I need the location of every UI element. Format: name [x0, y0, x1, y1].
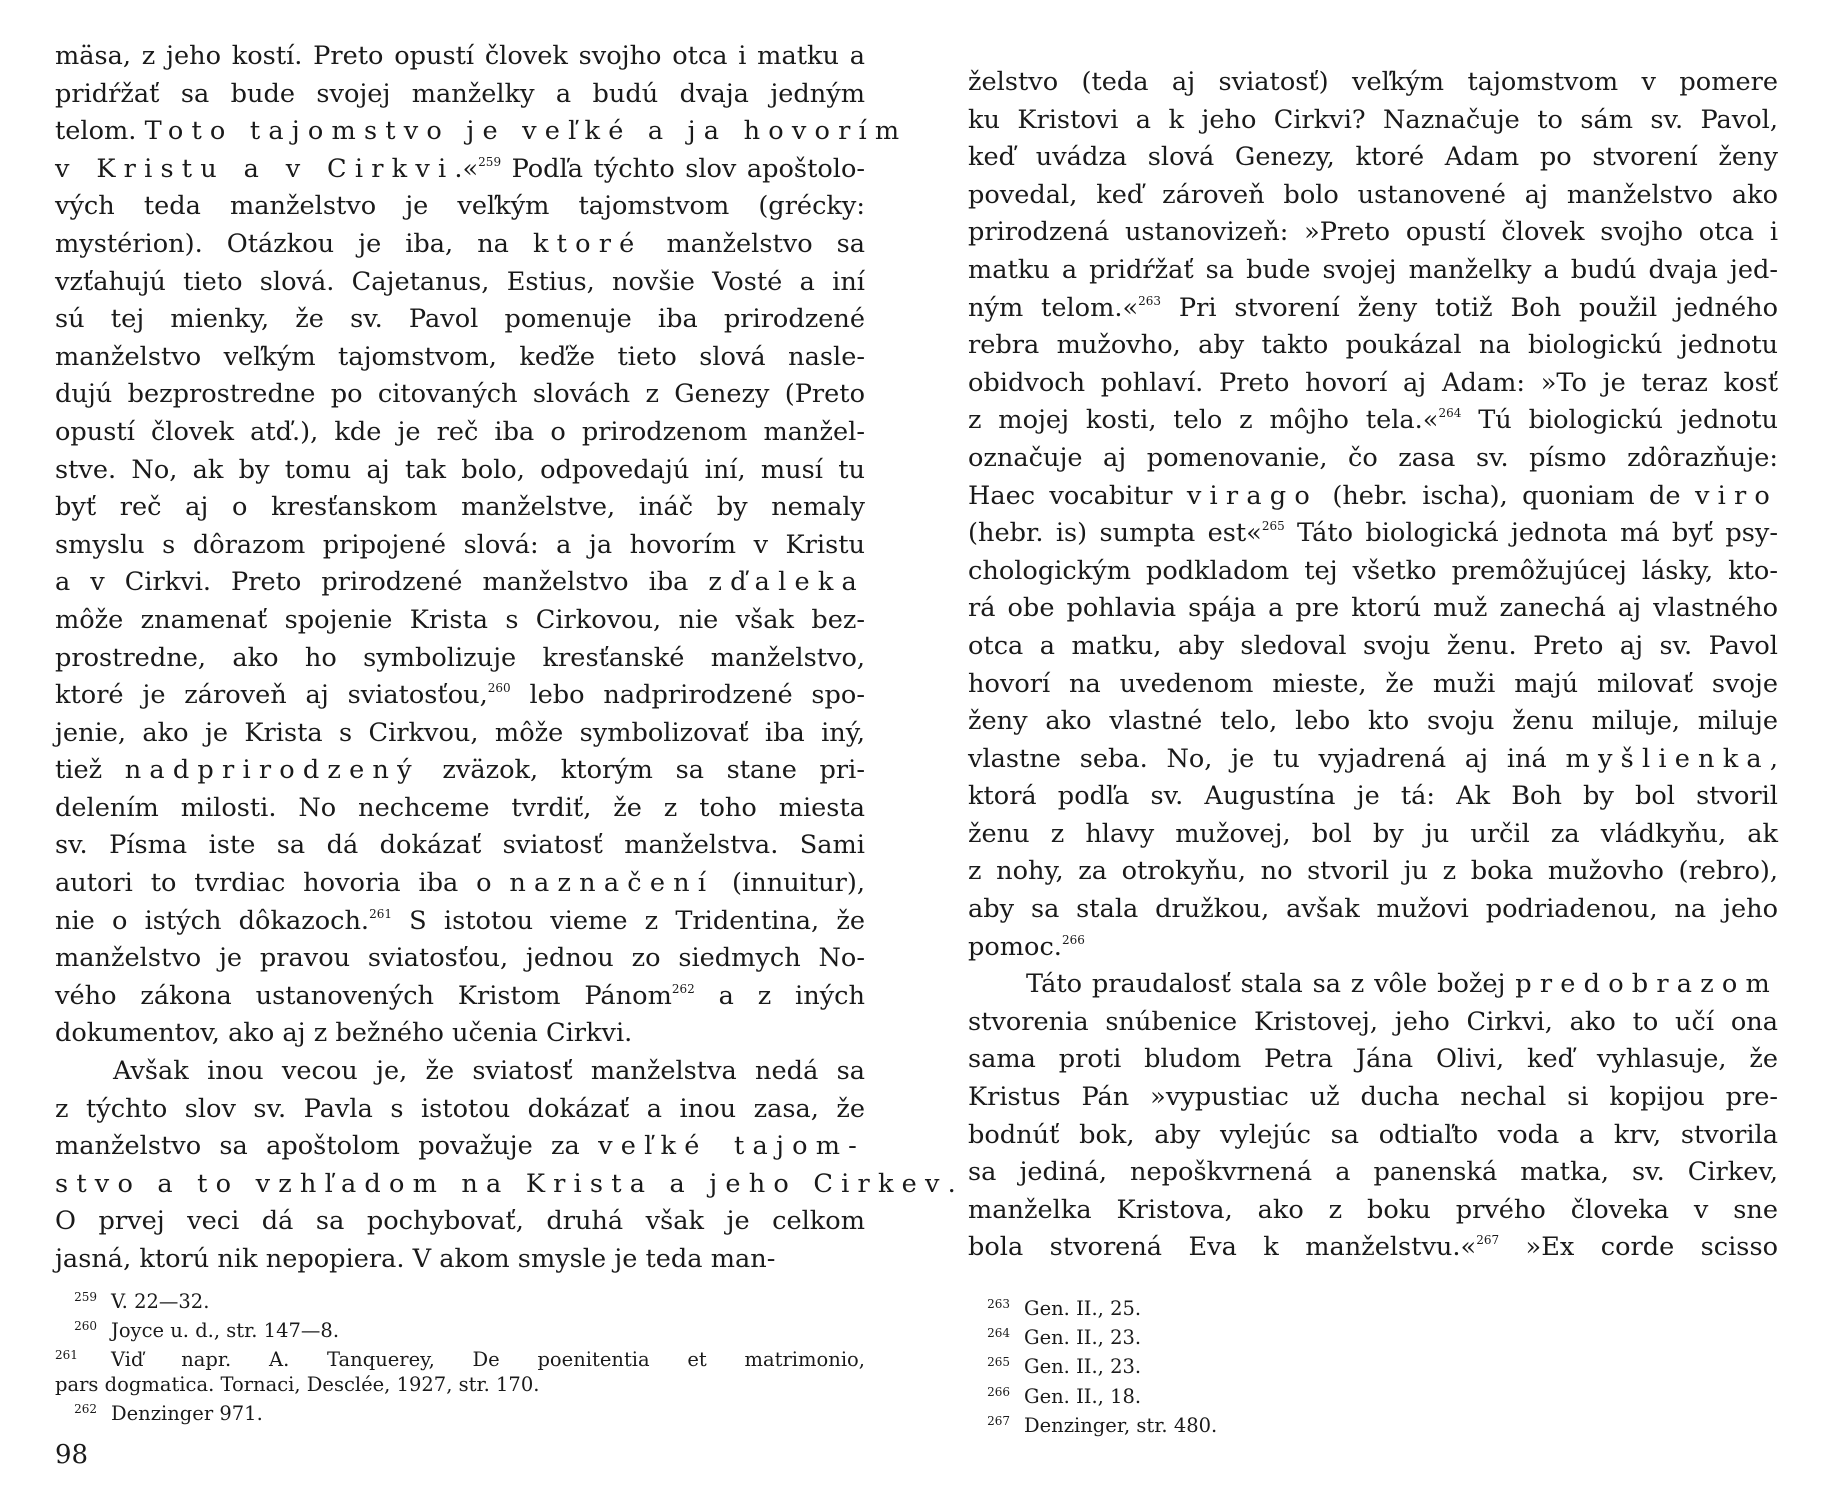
- emphasized-text: predobrazom: [1515, 969, 1778, 1000]
- text-line: manželka Kristova, ako z boku prvého človeka v sne: [968, 1194, 1778, 1225]
- footnote-reference: 267: [1476, 1233, 1500, 1248]
- emphasized-text: myšlienka: [1565, 743, 1770, 774]
- text-line: prirodzená ustanovizeň: »Preto opustí človek svojho otca i: [968, 217, 1778, 248]
- footnote-reference: 259: [478, 154, 502, 169]
- text-line: z nohy, za otrokyňu, no stvoril ju z boka mužovho (rebro),: [968, 856, 1778, 887]
- emphasized-text: naznačení: [509, 868, 715, 899]
- footnote: [968, 1380, 1778, 1409]
- footnote: [968, 1409, 1778, 1438]
- text-line: dujú bezprostredne po citovaných slovách z Genezy (Preto: [55, 379, 865, 410]
- text-line: želstvo (teda aj sviatosť) veľkým tajomstvom v pomere: [968, 67, 1778, 97]
- footnote-number: 264: [987, 1326, 1010, 1341]
- footnote-reference: 264: [1438, 406, 1462, 421]
- text-line: sú tej mienky, že sv. Pavol pomenuje iba prirodzené: [55, 304, 865, 335]
- text-line: telom. Toto tajomstvo je veľké a ja hovorím: [55, 116, 908, 147]
- text-line: bodnúť bok, aby vylejúc sa odtiaľto voda a krv, stvorila: [968, 1119, 1778, 1150]
- text-line: stve. No, ak by tomu aj tak bolo, odpovedajú iní, musí tu: [55, 454, 865, 485]
- footnote-number: 262: [74, 1401, 97, 1416]
- left-page-body-text: [55, 38, 956, 1279]
- footnote-reference: 265: [1261, 519, 1285, 534]
- text-line: mystérion). Otázkou je iba, na ktoré manželstvo sa: [55, 228, 865, 259]
- text-line: Kristus Pán »vypustiac už ducha nechal si kopijou pre-: [968, 1082, 1778, 1113]
- footnote-text: Gen. II., 18.: [1024, 1384, 1142, 1408]
- text-line: pomoc.$^{266}$: [968, 931, 1085, 962]
- text-line: ným telom.«$^{263}$ Pri stvorení ženy totiž Boh použil jedného: [968, 292, 1779, 323]
- footnote: [968, 1321, 1778, 1350]
- emphasized-text: Toto tajomstvo je veľké a ja hovorím: [144, 116, 908, 147]
- text-line: matku a pridŕžať sa bude svojej manželky a budú dvaja jed-: [968, 254, 1778, 285]
- text-line: opustí človek atď.), kde je reč iba o prirodzenom manžel-: [55, 416, 865, 447]
- text-line: v Kristu a v Cirkvi.«$^{259}$ Podľa týchto slov apoštolo-: [55, 153, 866, 184]
- text-line: Avšak inou vecou je, že sviatosť manželstva nedá sa: [113, 1056, 865, 1087]
- emphasized-text: zďaleka: [708, 567, 865, 598]
- text-line: bola stvorená Eva k manželstvu.«$^{267}$ »Ex corde scisso: [968, 1232, 1778, 1263]
- footnote-text: Joyce u. d., str. 147—8.: [111, 1319, 340, 1343]
- emphasized-text: v Kristu a v Cirkvi: [55, 153, 455, 184]
- text-line: vých teda manželstvo je veľkým tajomstvom (grécky:: [55, 191, 865, 222]
- text-line: byť reč aj o kresťanskom manželstve, ináč by nemaly: [55, 492, 865, 523]
- text-line: manželstvo je pravou sviatosťou, jednou zo siedmych No-: [55, 943, 865, 974]
- footnote-reference: 262: [671, 981, 695, 996]
- text-line: manželstvo sa apoštolom považuje za veľké tajom-: [55, 1131, 865, 1162]
- text-line: jenie, ako je Krista s Cirkvou, môže symbolizovať iba iný,: [55, 717, 865, 748]
- footnote-text: Gen. II., 25.: [1024, 1297, 1142, 1320]
- text-line: prostredne, ako ho symbolizuje kresťanské manželstvo,: [55, 642, 865, 673]
- text-line: manželstvo veľkým tajomstvom, keďže tieto slová nasle-: [55, 341, 865, 372]
- footnote-text: Denzinger 971.: [111, 1401, 263, 1425]
- text-line: vého zákona ustanovených Kristom Pánom$^{262}$ a z iných: [55, 980, 865, 1011]
- footnote-number: 263: [987, 1297, 1010, 1311]
- footnote: [55, 1397, 865, 1426]
- text-line: O prvej veci dá sa pochybovať, druhá však je celkom: [55, 1206, 865, 1237]
- text-line: hovorí na uvedenom mieste, že muži majú milovať svoje: [968, 668, 1778, 699]
- page-number: 98: [55, 1440, 89, 1470]
- text-line: (hebr. is) sumpta est«$^{265}$ Táto biologická jednota má byť psy-: [968, 518, 1778, 549]
- text-line: stvorenia snúbenice Kristovej, jeho Cirkvi, ako to učí ona: [968, 1006, 1778, 1037]
- text-line: povedal, keď zároveň bolo ustanovené aj manželstvo ako: [968, 179, 1778, 210]
- text-line: mäsa, z jeho kostí. Preto opustí človek svojho otca i matku a: [55, 41, 865, 71]
- text-line: jasná, ktorú nik nepopiera. V akom smysle je teda man-: [55, 1244, 776, 1274]
- text-line: aby sa stala družkou, avšak mužovi podriadenou, na jeho: [968, 894, 1778, 925]
- footnote-text: Gen. II., 23.: [1024, 1355, 1142, 1379]
- text-line: môže znamenať spojenie Krista s Cirkovou, nie však bez-: [55, 604, 865, 635]
- text-line: chologickým podkladom tej všetko premôžujúcej lásky, kto-: [968, 555, 1778, 586]
- text-line: rebra mužovho, aby takto poukázal na biologickú jednotu: [968, 330, 1778, 361]
- text-line: tiež nadprirodzený zväzok, ktorým sa stane pri-: [55, 755, 865, 786]
- footnote-number: 261: [55, 1348, 78, 1363]
- text-line: delením milosti. No nechceme tvrdiť, že z toho miesta: [55, 792, 865, 823]
- footnote-text: Denzinger, str. 480.: [1024, 1413, 1218, 1437]
- text-line: Haec vocabitur virago (hebr. ischa), quoniam de viro: [968, 480, 1778, 511]
- footnote-number: 259: [74, 1290, 97, 1304]
- text-line: sa jediná, nepoškvrnená a panenská matka, sv. Cirkev,: [968, 1157, 1778, 1188]
- emphasized-text: nadprirodzený: [124, 755, 420, 786]
- footnote: [968, 1350, 1778, 1379]
- emphasized-text: viro: [1694, 480, 1778, 511]
- emphasized-text: veľké tajom-: [598, 1131, 865, 1162]
- right-page-footnotes: [968, 1292, 1778, 1438]
- text-line: stvo a to vzhľadom na Krista a jeho Cirkev.: [55, 1168, 956, 1199]
- text-line: a v Cirkvi. Preto prirodzené manželstvo iba zďaleka: [55, 567, 865, 598]
- text-line: vzťahujú tieto slová. Cajetanus, Estius, novšie Vosté a iní: [55, 266, 865, 297]
- footnote-reference: 261: [369, 906, 392, 921]
- text-line: vlastne seba. No, je tu vyjadrená aj iná myšlienka,: [968, 743, 1778, 774]
- text-line: Táto praudalosť stala sa z vôle božej predobrazom: [1026, 969, 1778, 1000]
- footnote-number: 266: [987, 1384, 1010, 1399]
- text-line: ktoré je zároveň aj sviatosťou,$^{260}$ lebo nadprirodzené spo-: [55, 680, 865, 711]
- text-line: rá obe pohlavia spája a pre ktorú muž zanechá aj vlastného: [968, 593, 1778, 624]
- text-line: dokumentov, ako aj z bežného učenia Cirkvi.: [55, 1018, 633, 1049]
- footnote-reference: 263: [1138, 293, 1162, 308]
- text-line: nie o istých dôkazoch.$^{261}$ S istotou vieme z Tridentina, že: [55, 905, 865, 936]
- footnote-number: 267: [987, 1413, 1010, 1428]
- emphasized-text: virago: [1186, 480, 1318, 511]
- footnote-reference: 266: [1061, 932, 1085, 947]
- emphasized-text: ktoré: [532, 228, 643, 259]
- footnote-reference: 260: [487, 681, 511, 696]
- footnote-number: 260: [74, 1319, 97, 1334]
- footnote-text: Viď napr. A. Tanquerey, De poenitentia et matrimonio,: [111, 1348, 865, 1372]
- footnote: [968, 1292, 1778, 1321]
- text-line: pridŕžať sa bude svojej manželky a budú dvaja jedným: [55, 78, 865, 109]
- text-line: autori to tvrdiac hovoria iba o naznačení (innuitur),: [55, 868, 865, 899]
- text-line: obidvoch pohlaví. Preto hovorí aj Adam: »To je teraz kosť: [968, 367, 1778, 398]
- text-line: ktorá podľa sv. Augustína je tá: Ak Boh by bol stvoril: [968, 781, 1778, 812]
- text-line: keď uvádza slová Genezy, ktoré Adam po stvorení ženy: [968, 142, 1778, 173]
- footnote: [55, 1343, 865, 1372]
- footnote: pars dogmatica. Tornaci, Desclée, 1927, str. 170.: [55, 1372, 540, 1396]
- text-line: smyslu s dôrazom pripojené slová: a ja hovorím v Kristu: [55, 529, 865, 560]
- text-line: ženy ako vlastné telo, lebo kto svoju ženu miluje, miluje: [968, 706, 1778, 737]
- footnote: [55, 1314, 865, 1343]
- left-page-footnotes: [55, 1285, 865, 1426]
- text-line: z mojej kosti, telo z môjho tela.«$^{264}$ Tú biologickú jednotu: [968, 405, 1778, 436]
- text-line: sv. Písma iste sa dá dokázať sviatosť manželstva. Sami: [55, 830, 865, 861]
- text-line: z týchto slov sv. Pavla s istotou dokázať a inou zasa, že: [55, 1093, 865, 1124]
- emphasized-text: stvo a to vzhľadom na Krista a jeho Cirkev: [55, 1168, 948, 1199]
- text-line: označuje aj pomenovanie, čo zasa sv. písmo zdôrazňuje:: [968, 442, 1778, 473]
- text-line: otca a matku, aby sledoval svoju ženu. Preto aj sv. Pavol: [968, 630, 1778, 661]
- text-line: ku Kristovi a k jeho Cirkvi? Naznačuje to sám sv. Pavol,: [968, 104, 1778, 135]
- footnote-text: Gen. II., 23.: [1024, 1326, 1142, 1350]
- footnote-text: V. 22—32.: [111, 1290, 210, 1313]
- footnote: [55, 1285, 865, 1314]
- text-line: sama proti bludom Petra Jána Olivi, keď vyhlasuje, že: [968, 1044, 1778, 1075]
- right-page-body-text: [968, 64, 1778, 1267]
- text-line: ženu z hlavy mužovej, bol by ju určil za vládkyňu, ak: [968, 818, 1778, 849]
- footnote-number: 265: [987, 1355, 1010, 1370]
